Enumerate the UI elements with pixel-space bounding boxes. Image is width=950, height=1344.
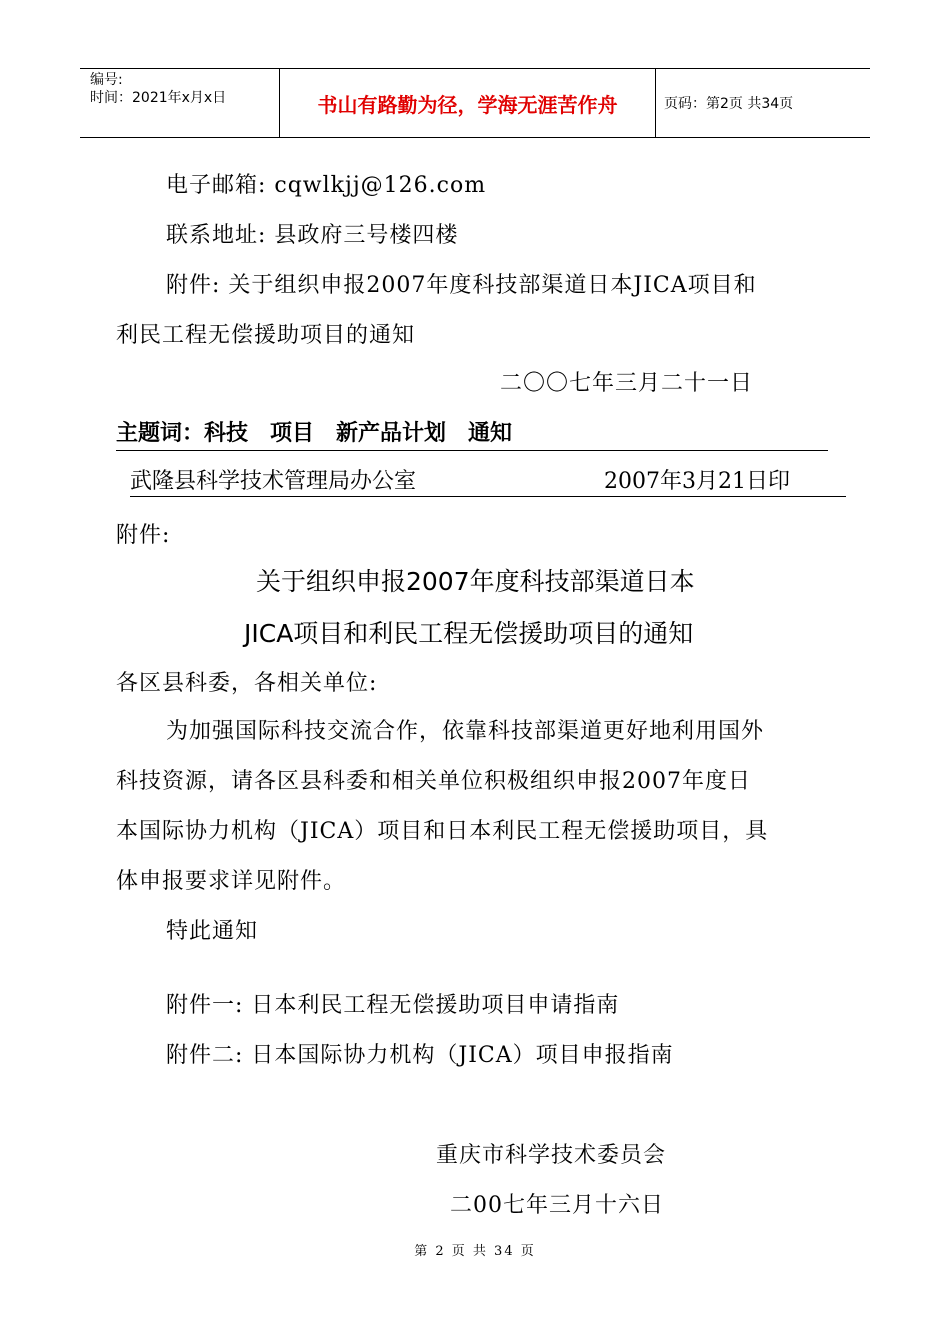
- notice-issuer: 重庆市科学技术委员会: [436, 1143, 667, 1168]
- page-header: [80, 68, 870, 138]
- attachment-line-2: 利民工程无偿援助项目的通知: [116, 323, 416, 348]
- attachment-label: 附件:: [116, 523, 171, 548]
- notice-body-line: 为加强国际科技交流合作，依靠科技部渠道更好地利用国外: [166, 719, 765, 744]
- printer-office: 武隆县科学技术管理局办公室: [130, 469, 417, 494]
- contact-email: 电子邮箱: cqwlkjj@126.com: [166, 173, 487, 198]
- header-meta: [80, 69, 280, 137]
- header-motto: 书山有路勤为径，学海无涯苦作舟: [280, 69, 656, 137]
- notice-body-line: 本国际协力机构（JICA）项目和日本利民工程无偿援助项目，具: [116, 819, 769, 844]
- notice-title-line-2: JICA项目和利民工程无偿援助项目的通知: [244, 619, 694, 648]
- attachment-line-1: 附件: 关于组织申报2007年度科技部渠道日本JICA项目和: [166, 273, 757, 298]
- subject-words: [116, 420, 828, 451]
- notice-salutation: 各区县科委，各相关单位:: [116, 671, 378, 696]
- subject-word: 新产品计划: [336, 421, 447, 446]
- subject-word: 通知: [468, 421, 513, 446]
- header-page-info: 页码：第2页 共34页: [664, 96, 794, 112]
- contact-address: 联系地址: 县政府三号楼四楼: [166, 223, 459, 248]
- notice-attachment-2: 附件二: 日本国际协力机构（JICA）项目申报指南: [166, 1043, 674, 1068]
- notice-title-line-1: 关于组织申报2007年度科技部渠道日本: [256, 567, 695, 596]
- printer-date: 2007年3月21日印: [604, 469, 790, 494]
- notice-attachment-1: 附件一: 日本利民工程无偿援助项目申请指南: [166, 993, 620, 1018]
- notice-body-line: 科技资源，请各区县科委和相关单位积极组织申报2007年度日: [116, 769, 751, 794]
- notice-issue-date: 二00七年三月十六日: [450, 1193, 664, 1218]
- header-time-label: 时间：2021年x月x日: [90, 90, 227, 106]
- subject-word: 项目: [270, 421, 315, 446]
- printer-line: [130, 468, 846, 497]
- notice-closing: 特此通知: [166, 919, 259, 944]
- header-number-label: 编号:: [90, 72, 123, 88]
- subject-label: 主题词：科技: [116, 421, 249, 446]
- notice-body-line: 体申报要求详见附件。: [116, 869, 347, 894]
- contact-date: 二〇〇七年三月二十一日: [500, 371, 754, 396]
- page-footer: 第 2 页 共 34 页: [414, 1244, 536, 1259]
